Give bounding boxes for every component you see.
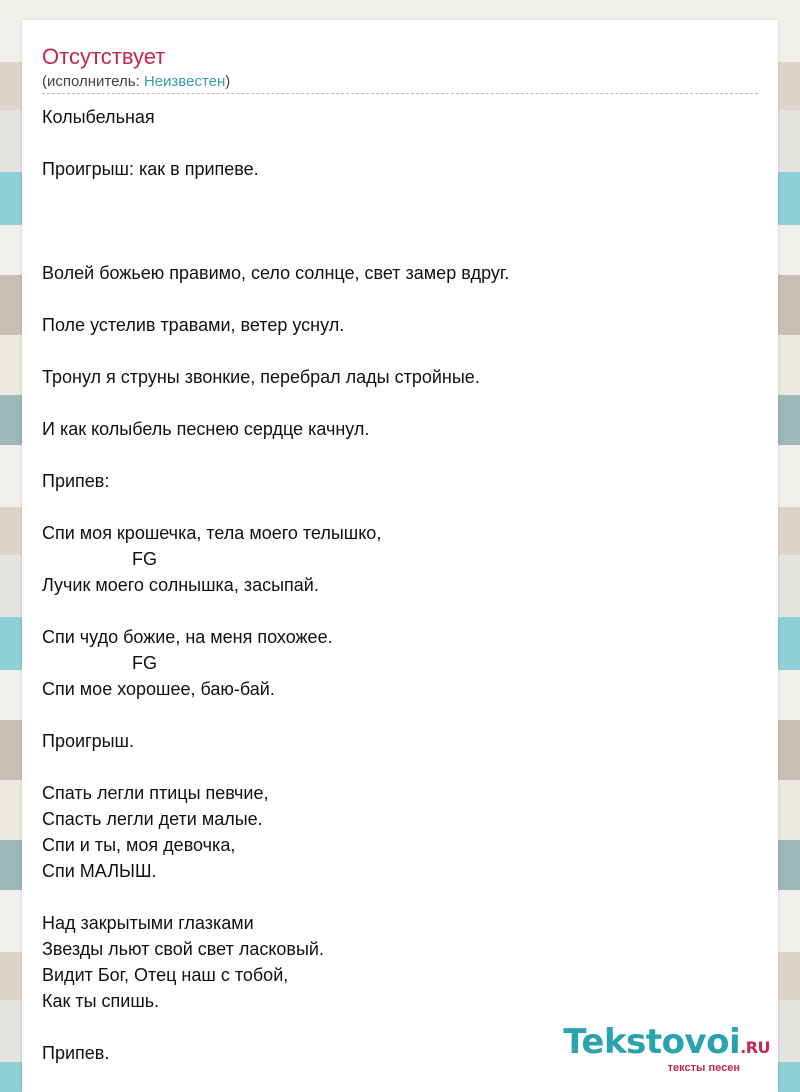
lyric-line bbox=[42, 702, 758, 728]
lyric-line: Колыбельная bbox=[42, 107, 155, 127]
lyrics-text bbox=[42, 104, 758, 1066]
lyric-line bbox=[42, 390, 758, 416]
lyric-line: Звезды льют свой свет ласковый. bbox=[42, 939, 324, 959]
logo-wordmark bbox=[563, 1024, 770, 1066]
lyric-line: Лучик моего солнышка, засыпай. bbox=[42, 575, 319, 595]
lyric-line: Спасть легли дети малые. bbox=[42, 809, 263, 829]
lyrics-card bbox=[22, 20, 778, 1092]
lyric-line: Спи моя крошечка, тела моего телышко, bbox=[42, 523, 382, 543]
lyric-line: И как колыбель песнею сердце качнул. bbox=[42, 419, 370, 439]
logo-tagline: тексты песен bbox=[667, 1062, 740, 1074]
logo-tld: .RU bbox=[740, 1038, 770, 1057]
lyric-line: Спать легли птицы певчие, bbox=[42, 783, 269, 803]
artist-prefix: (исполнитель: bbox=[42, 73, 144, 90]
lyric-line bbox=[42, 442, 758, 468]
lyric-line: FG bbox=[42, 549, 158, 569]
lyric-line: Проигрыш: как в припеве. bbox=[42, 159, 259, 179]
site-logo[interactable] bbox=[563, 1024, 770, 1074]
lyric-line: Спи и ты, моя девочка, bbox=[42, 835, 236, 855]
song-title: Отсутствует bbox=[42, 44, 166, 69]
lyric-line: Спи чудо божие, на меня похожее. bbox=[42, 627, 333, 647]
lyric-line: Как ты спишь. bbox=[42, 991, 160, 1011]
artist-suffix: ) bbox=[225, 73, 231, 90]
lyric-line bbox=[42, 208, 758, 234]
lyric-line: Волей божьею правимо, село солнце, свет замер вдруг. bbox=[42, 263, 510, 283]
lyric-line bbox=[42, 234, 758, 260]
lyric-line: Припев: bbox=[42, 471, 110, 491]
lyric-line bbox=[42, 286, 758, 312]
lyric-line: Спи МАЛЫШ. bbox=[42, 861, 157, 881]
lyric-line: FG bbox=[42, 653, 158, 673]
lyric-line bbox=[42, 130, 758, 156]
artist-line bbox=[42, 73, 230, 91]
lyric-line: Спи мое хорошее, баю-бай. bbox=[42, 679, 275, 699]
lyric-line bbox=[42, 494, 758, 520]
lyric-line bbox=[42, 598, 758, 624]
lyric-line bbox=[42, 754, 758, 780]
lyric-line bbox=[42, 338, 758, 364]
lyric-line: Поле устелив травами, ветер уснул. bbox=[42, 315, 345, 335]
lyric-line: Над закрытыми глазками bbox=[42, 913, 254, 933]
lyric-line: Тронул я струны звонкие, перебрал лады стройные. bbox=[42, 367, 480, 387]
header-divider bbox=[42, 93, 758, 94]
logo-name: Tekstovoi bbox=[563, 1022, 741, 1062]
lyric-line: Видит Бог, Отец наш с тобой, bbox=[42, 965, 289, 985]
lyric-line bbox=[42, 182, 758, 208]
lyric-line bbox=[42, 884, 758, 910]
lyric-line: Припев. bbox=[42, 1043, 110, 1063]
artist-link[interactable]: Неизвестен bbox=[143, 73, 226, 90]
lyric-line: Проигрыш. bbox=[42, 731, 134, 751]
